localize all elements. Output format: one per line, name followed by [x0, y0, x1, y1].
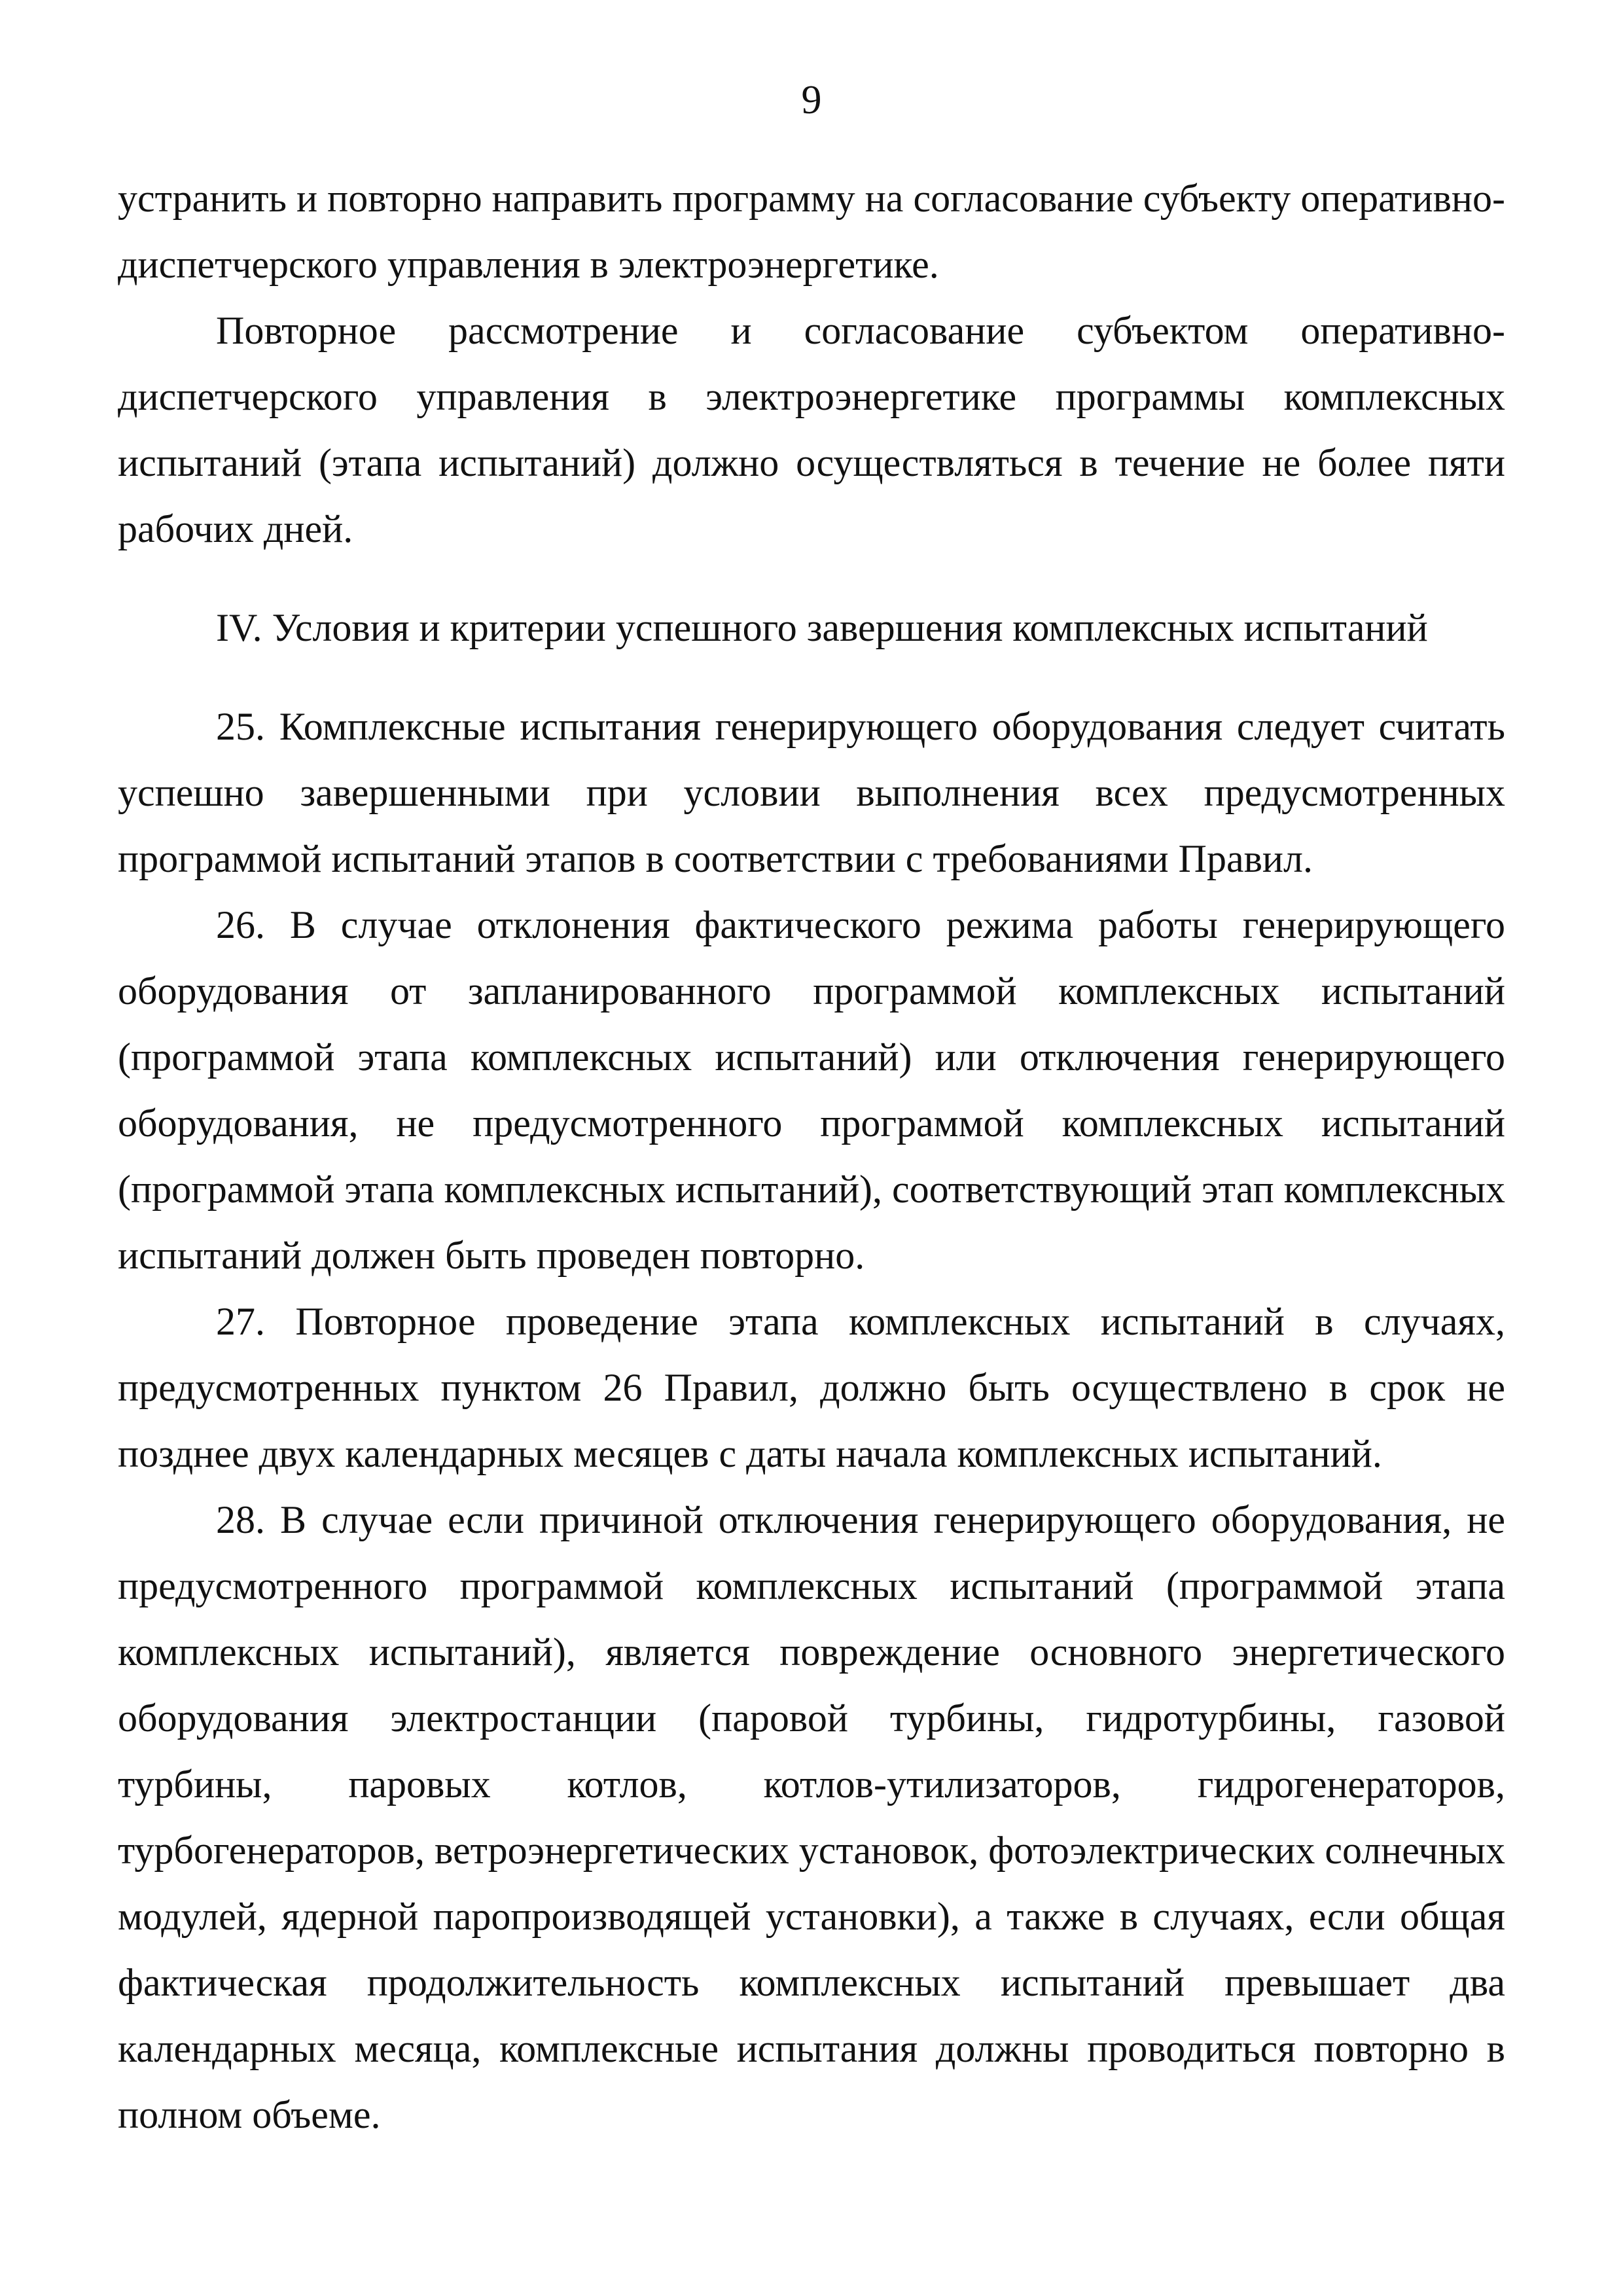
paragraph-review-period: Повторное рассмотрение и согласование субъектом оперативно-диспетчерского управления в электроэнергетике программы комплексных испытаний (этапа испытаний) должно осуществляться в течение не более пяти рабочих дней. — [118, 309, 1505, 550]
clause-28: 28. В случае если причиной отключения генерирующего оборудования, не предусмотренного программой комплексных испытаний (программой этапа комплексных испытаний), является повреждение основного энергетического оборудования электростанции (паровой турбины, гидротурбины, газовой турбины, паровых котлов, котлов-утилизаторов, гидрогенераторов, турбогенераторов, ветроэнергетических установок, фотоэлектрических солнечных модулей, ядерной паропроизводящей установки), а также в случаях, если общая фактическая продолжительность комплексных испытаний превышает два календарных месяца, комплексные испытания должны проводиться повторно в полном объеме. — [118, 1498, 1505, 2136]
page-number: 9 — [801, 78, 822, 122]
paragraph-continuation: устранить и повторно направить программу на согласование субъекту оперативно-диспетчерского управления в электроэнергетике. — [118, 177, 1505, 286]
section-heading: IV. Условия и критерии успешного завершения комплексных испытаний — [216, 606, 1428, 649]
clause-25: 25. Комплексные испытания генерирующего оборудования следует считать успешно завершенными при условии выполнения всех предусмотренных программой испытаний этапов в соответствии с требованиями Правил. — [118, 705, 1505, 880]
clause-27: 27. Повторное проведение этапа комплексных испытаний в случаях, предусмотренных пунктом 26 Правил, должно быть осуществлено в срок не позднее двух календарных месяцев с даты начала комплексных испытаний. — [118, 1300, 1505, 1475]
document-body — [118, 166, 1505, 2148]
clause-26: 26. В случае отклонения фактического режима работы генерирующего оборудования от запланированного программой комплексных испытаний (программой этапа комплексных испытаний) или отключения генерирующего оборудования, не предусмотренного программой комплексных испытаний (программой этапа комплексных испытаний), соответствующий этап комплексных испытаний должен быть проведен повторно. — [118, 903, 1506, 1277]
